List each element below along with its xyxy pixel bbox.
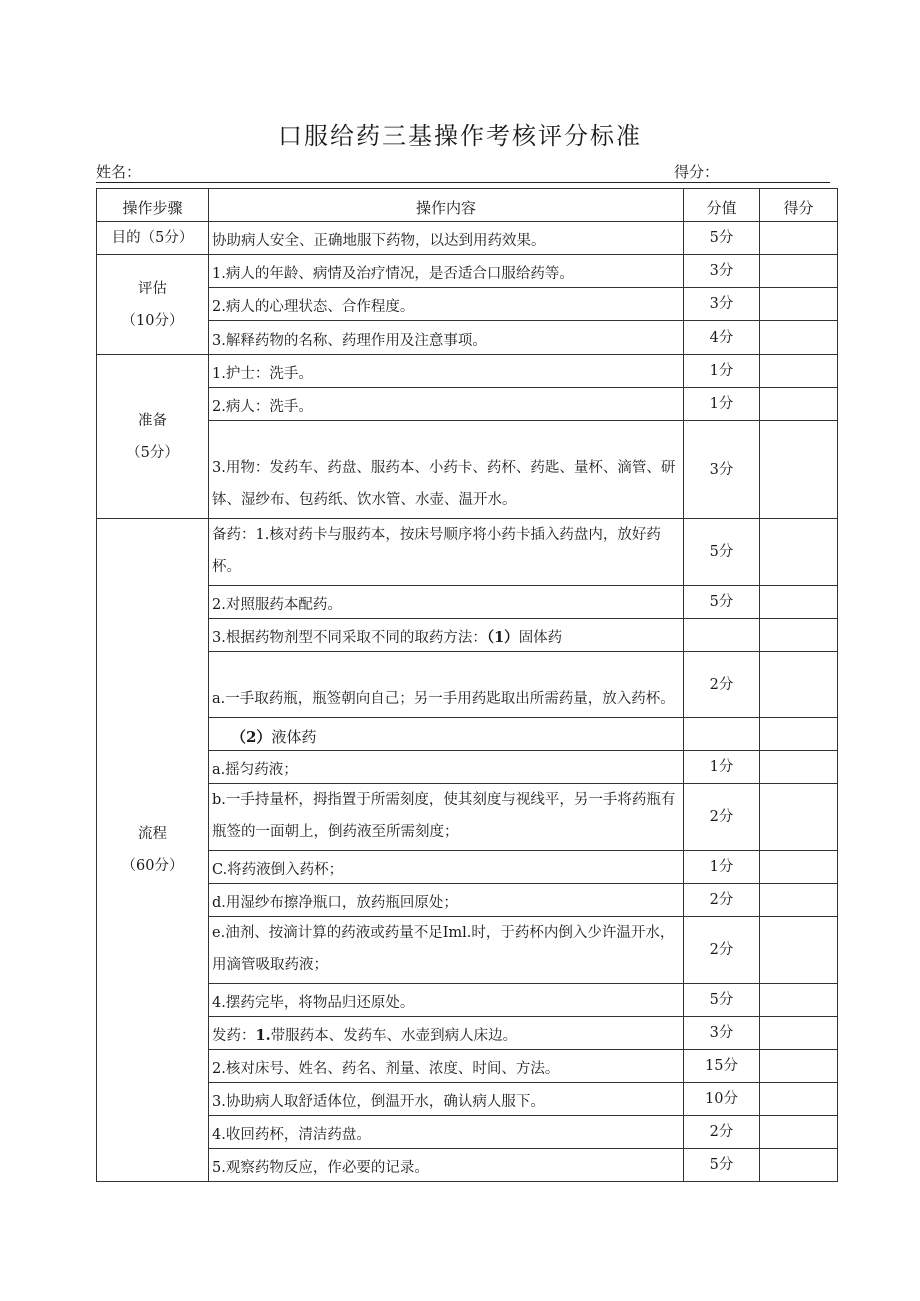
row-content: 3.协助病人取舒适体位，倒温开水，确认病人服下。 [209,1083,684,1116]
score-cell[interactable] [760,1149,838,1182]
row-value: 3分 [684,288,760,321]
row-value: 4分 [684,321,760,355]
row-content: 3.解释药物的名称、药理作用及注意事项。 [209,321,684,355]
score-cell[interactable] [760,652,838,718]
row-content-tail: 液体药 [271,728,317,746]
row-value: 5分 [684,984,760,1017]
step-purpose: 目的（5分） [97,222,209,255]
step-points: （60分） [121,858,184,874]
score-cell[interactable] [760,288,838,321]
row-value: 2分 [684,1116,760,1149]
row-content: 1.病人的年龄、病情及治疗情况，是否适合口服给药等。 [209,255,684,288]
row-value: 1分 [684,355,760,388]
row-value [684,619,760,652]
step-name: 准备 [138,412,167,429]
row-content: 备药：1.核对药卡与服药本，按床号顺序将小药卡插入药盘内，放好药杯。 [209,519,684,586]
header-score: 得分 [760,189,838,222]
table-row [97,652,838,718]
row-content [209,718,684,751]
row-value [684,718,760,751]
total-score-label: 得分： [674,163,720,181]
table-row [97,288,838,321]
header-value: 分值 [684,189,760,222]
row-content: a.摇匀药液； [209,751,684,784]
row-content: d.用湿纱布擦净瓶口，放药瓶回原处； [209,884,684,917]
table-row [97,917,838,984]
row-value: 15分 [684,1050,760,1083]
table-row [97,586,838,619]
row-content: a.一手取药瓶，瓶签朝向自己；另一手用药匙取出所需药量，放入药杯。 [209,652,684,718]
table-row [97,1050,838,1083]
row-value: 5分 [684,1149,760,1182]
table-row [97,1083,838,1116]
row-content: 2.病人的心理状态、合作程度。 [209,288,684,321]
score-cell[interactable] [760,321,838,355]
row-value: 5分 [684,222,760,255]
step-points: （5分） [126,444,179,461]
row-content: 协助病人安全、正确地服下药物，以达到用药效果。 [209,222,684,255]
row-content-tail: 带服药本、发药车、水壶到病人床边。 [270,1028,518,1044]
row-value: 1分 [684,851,760,884]
row-value: 2分 [684,917,760,984]
score-cell[interactable] [760,586,838,619]
table-row [97,321,838,355]
info-line [96,161,830,183]
row-value: 5分 [684,586,760,619]
row-content: 5.观察药物反应，作必要的记录。 [209,1149,684,1182]
table-row [97,851,838,884]
row-value: 5分 [684,519,760,586]
row-content: 4.收回药杯，清洁药盘。 [209,1116,684,1149]
row-content: 2.核对床号、姓名、药名、剂量、浓度、时间、方法。 [209,1050,684,1083]
table-row [97,784,838,851]
row-content [209,1017,684,1050]
table-row [97,421,838,519]
row-content: 1.护士：洗手。 [209,355,684,388]
table-row [97,1116,838,1149]
page-title: 口服给药三基操作考核评分标准 [278,122,642,150]
row-content-marker: （2） [231,728,272,746]
row-content-tail: 固体药 [518,630,563,646]
table-row [97,519,838,586]
row-value: 1分 [684,751,760,784]
row-content: 2.病人：洗手。 [209,388,684,421]
step-name: 评估 [138,280,167,297]
table-row [97,1149,838,1182]
score-cell[interactable] [760,984,838,1017]
score-cell[interactable] [760,255,838,288]
table-row [97,751,838,784]
step-prepare [97,355,209,519]
row-value: 2分 [684,784,760,851]
score-cell[interactable] [760,222,838,255]
score-cell[interactable] [760,917,838,984]
step-assess [97,255,209,355]
row-content [209,619,684,652]
row-content-text: 发药： [212,1028,256,1044]
table-row [97,718,838,751]
score-cell[interactable] [760,1017,838,1050]
row-content: 3.用物：发药车、药盘、服药本、小药卡、药杯、药匙、量杯、滴管、研钵、湿纱布、包药纸、饮水管、水壶、温开水。 [209,421,684,519]
table-row [97,884,838,917]
score-cell[interactable] [760,718,838,751]
header-content: 操作内容 [209,189,684,222]
row-value: 3分 [684,1017,760,1050]
row-value: 3分 [684,421,760,519]
table-row [97,222,838,255]
row-content-marker: （1） [486,629,519,646]
score-cell[interactable] [760,355,838,388]
row-content: 2.对照服药本配药。 [209,586,684,619]
score-cell[interactable] [760,619,838,652]
table-row [97,388,838,421]
header-step: 操作步骤 [97,189,209,222]
table-header-row [97,189,838,222]
score-cell[interactable] [760,784,838,851]
row-value: 1分 [684,388,760,421]
row-content: e.油剂、按滴计算的药液或药量不足Iml.时，于药杯内倒入少许温开水，用滴管吸取药液； [209,917,684,984]
row-content: 4.摆药完毕，将物品归还原处。 [209,984,684,1017]
score-cell[interactable] [760,751,838,784]
row-content-text: 3.根据药物剂型不同采取不同的取药方法： [212,630,487,646]
score-cell[interactable] [760,1050,838,1083]
row-content-marker: 1. [255,1027,271,1044]
row-content: C.将药液倒入药杯； [209,851,684,884]
name-label: 姓名： [96,163,142,181]
step-points: （10分） [121,312,184,329]
row-value: 2分 [684,652,760,718]
step-name: 流程 [138,826,167,842]
table-row [97,1017,838,1050]
score-cell[interactable] [760,851,838,884]
score-cell[interactable] [760,1116,838,1149]
row-value: 2分 [684,884,760,917]
row-value: 10分 [684,1083,760,1116]
row-content: b.一手持量杯，拇指置于所需刻度，使其刻度与视线平，另一手将药瓶有瓶签的一面朝上，倒药液至所需刻度； [209,784,684,851]
scoring-table [96,188,838,1182]
score-cell[interactable] [760,421,838,519]
table-row [97,984,838,1017]
step-process [97,519,209,1182]
score-cell[interactable] [760,884,838,917]
row-value: 3分 [684,255,760,288]
score-cell[interactable] [760,519,838,586]
table-row [97,255,838,288]
table-row [97,619,838,652]
score-cell[interactable] [760,1083,838,1116]
score-cell[interactable] [760,388,838,421]
table-row [97,355,838,388]
